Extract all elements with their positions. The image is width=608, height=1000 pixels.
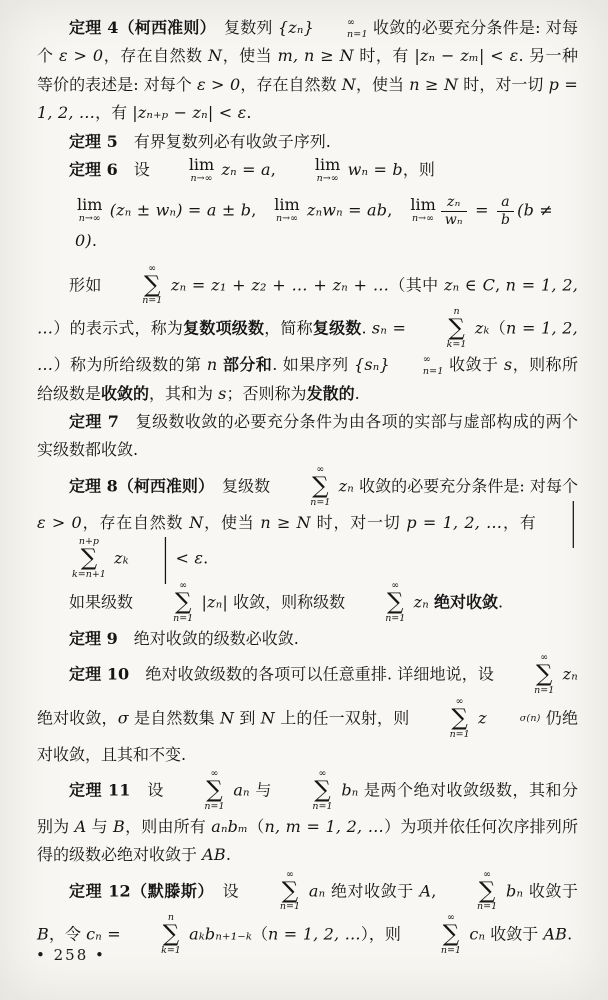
summation-operator (502, 653, 554, 697)
sum-upper-limit: ∞ (285, 868, 294, 880)
text-run: ）为项并依任何次序排列所得的级数必绝对收敛于 (37, 816, 578, 865)
paragraph (37, 408, 578, 465)
text-run: . (225, 845, 231, 865)
superscript: ∞ (422, 354, 431, 366)
math-run: sₙ = (371, 318, 412, 338)
text-run: 收敛于 (443, 355, 504, 375)
summation-operator (248, 870, 300, 914)
text-run: 绝对收敛， (37, 708, 118, 728)
math-run: N (219, 708, 235, 728)
paragraph (37, 870, 578, 957)
math-run: B (37, 924, 49, 944)
math-run: N (208, 46, 223, 66)
fraction-numerator: zₙ (447, 193, 461, 210)
text-run: 收敛，则称级数 (228, 592, 351, 612)
text-run: 绝对收敛级数的各项可以任意重排. 详细地说，设 (129, 664, 500, 684)
math-run: AB (202, 845, 226, 865)
math-run: |zₙ| (196, 592, 228, 612)
math-run: N (341, 74, 356, 94)
fraction-numerator: a (501, 193, 510, 210)
bold-text-run: 定理 4（柯西准则） (69, 18, 208, 37)
sigma-symbol: ∑ (174, 588, 192, 615)
text-run: . (246, 103, 252, 123)
math-run: cₙ = (86, 924, 127, 944)
sigma-symbol: ∑ (448, 315, 465, 342)
math-run: n = 1, 2, … (37, 318, 578, 375)
sum-lower-limit: n=1 (385, 612, 406, 624)
paragraph (37, 769, 578, 870)
text-run: , (270, 160, 281, 180)
display-equation (37, 195, 578, 256)
text-run: 时，有 (353, 46, 415, 66)
text-run: 到 (234, 708, 261, 728)
text-run: ）的表示式，称为 (53, 318, 184, 338)
text-run: 复数列 (207, 18, 278, 37)
bold-text-run: 部分和 (222, 355, 273, 375)
math-run: p = 1, 2, … (406, 512, 503, 532)
summation-operator (445, 870, 497, 914)
text-run: . (203, 548, 209, 568)
sum-upper-limit: ∞ (455, 695, 464, 707)
superscript: ∞ (346, 17, 356, 29)
text-run: ）称为所给级数的第 (53, 355, 207, 375)
math-run: |zₙ₊ₚ − zₙ| < ε (132, 103, 247, 123)
bold-text-run: 定理 8（柯西准则） (69, 476, 206, 496)
bold-text-run: 发散的 (306, 383, 355, 403)
sum-lower-limit: k=1 (161, 945, 181, 957)
math-run: zₙ = a (216, 160, 271, 180)
sum-lower-limit: n=1 (279, 901, 300, 913)
math-run: aₙ (227, 780, 250, 800)
text-run: . 另一种等价的表述是: 对每个 (37, 46, 579, 94)
sigma-symbol: ∑ (206, 776, 223, 803)
limit-subscript: n→∞ (275, 212, 298, 224)
sigma-symbol: ∑ (478, 877, 496, 904)
text-run: ，则 (402, 160, 435, 180)
text-run: 是两个绝对收敛级数，其和分别为 (37, 780, 578, 836)
text-run: , (251, 200, 273, 220)
limit-subscript: n→∞ (190, 172, 213, 184)
text-run: 绝对收敛的级数必收敛. (117, 628, 299, 648)
text-run: ；否则称为 (226, 383, 307, 403)
text-run: 设 (117, 160, 155, 180)
text-run: 有界复数列必有收敛子序列. (117, 131, 331, 151)
math-run: zₙwₙ = ab (301, 200, 388, 220)
page-content (37, 14, 578, 957)
sum-upper-limit: ∞ (318, 768, 327, 780)
math-run: zₙ ∈ C (443, 275, 496, 294)
summation-operator (172, 769, 224, 813)
summation-operator (278, 465, 330, 509)
sum-lower-limit: n=1 (534, 684, 555, 696)
text-run: （ (252, 924, 269, 944)
math-run: ε > 0 (59, 46, 104, 66)
sum-upper-limit: n (453, 306, 460, 318)
paragraph (37, 128, 578, 156)
math-run: z (472, 708, 487, 728)
summation-operator (409, 913, 461, 957)
fraction (441, 195, 467, 227)
sum-upper-limit: n+p (78, 536, 99, 548)
bold-text-run: 复级数 (312, 318, 362, 338)
sum-lower-limit: n=1 (142, 295, 163, 307)
paragraph (37, 581, 578, 625)
paragraph (37, 653, 578, 769)
paragraph (37, 625, 578, 653)
math-run: aₖbₙ₊₁₋ₖ (183, 924, 252, 944)
text-run: ，存在自然数 (103, 46, 209, 66)
math-run: N (260, 708, 275, 728)
text-run: 收敛的必要充分条件是: 对每个 (354, 476, 578, 496)
sum-lower-limit: n=1 (173, 612, 194, 624)
text-run: ，则由所有 (124, 816, 212, 836)
math-run: n ≥ N (409, 74, 459, 94)
text-run: 是自然数集 (128, 708, 220, 728)
math-run: zₖ (108, 548, 129, 568)
sum-upper-limit: ∞ (391, 580, 400, 592)
text-run: 设 (206, 880, 245, 900)
math-run: n = 1, 2, … (268, 924, 361, 944)
vertical-bar: | (162, 529, 169, 585)
math-run: bₙ (335, 780, 359, 800)
bold-text-run: 定理 11 (69, 780, 131, 800)
math-run: A (419, 880, 432, 900)
limit-word: lim (77, 195, 103, 215)
text-run: （ (248, 816, 265, 836)
math-run: {zₙ} (277, 18, 314, 37)
math-run: s (218, 383, 227, 403)
math-run: zₙ (408, 592, 429, 612)
text-run: 绝对收敛于 (325, 880, 420, 900)
text-run: . (567, 924, 573, 944)
text-run: . (498, 592, 504, 612)
sigma-symbol: ∑ (312, 472, 329, 499)
math-run: n = 1, 2, … (37, 275, 579, 338)
text-run: , (431, 880, 443, 900)
fraction-denominator: wₙ (441, 211, 467, 228)
text-run: ，令 (48, 924, 87, 944)
sum-lower-limit: n=1 (204, 800, 225, 812)
fraction-denominator: b (497, 211, 514, 228)
bold-text-run: 定理 12（默滕斯） (69, 880, 207, 900)
limit-word: lim (274, 195, 300, 215)
math-run: ε > 0 (196, 74, 241, 94)
sum-upper-limit: ∞ (179, 580, 188, 592)
text-run: ，使当 (203, 512, 261, 532)
sum-lower-limit: k=1 (446, 339, 467, 351)
text-run: 上的任一双射，则 (274, 708, 415, 728)
bold-text-run: 定理 6 (69, 160, 118, 180)
text-run: ，存在自然数 (240, 74, 342, 94)
text-run: 形如 (69, 275, 108, 294)
text-run: 时，对一切 (310, 512, 407, 532)
limit-subscript: n→∞ (412, 212, 435, 224)
math-run: m, n ≥ N (277, 46, 354, 66)
sigma-symbol: ∑ (536, 661, 553, 688)
limit-operator (283, 154, 341, 185)
bold-text-run: 定理 7 (69, 411, 119, 431)
text-run: 如果级数 (69, 592, 139, 612)
math-run: wₙ = b (342, 160, 403, 180)
text-run: . (361, 318, 372, 338)
subscript: σ(n) (519, 713, 541, 724)
subsup-script (315, 17, 368, 40)
sigma-symbol: ∑ (387, 588, 404, 615)
math-run: AB (543, 924, 568, 944)
paragraph (37, 156, 578, 184)
math-run: |zₙ − zₘ| < ε (414, 46, 519, 66)
sum-upper-limit: ∞ (447, 912, 455, 924)
math-run: aₙbₘ (211, 816, 249, 836)
summation-operator (280, 769, 332, 813)
paragraph (37, 463, 578, 585)
math-run: = (469, 200, 494, 220)
math-run: A (74, 816, 87, 836)
sigma-symbol: ∑ (80, 545, 98, 572)
text-run: ，有 (95, 103, 133, 123)
text-run: 收敛的必要充分条件是: 对每个 (37, 18, 578, 66)
math-run: B (113, 816, 125, 836)
text-run: 收敛于 (485, 924, 544, 944)
text-run: . 如果序列 (272, 355, 354, 375)
subscript: n=1 (422, 365, 444, 377)
text-run: 时，对一切 (458, 74, 549, 94)
sum-upper-limit: ∞ (483, 868, 492, 880)
page-number: • 258 • (36, 946, 106, 964)
fraction (497, 195, 514, 227)
sigma-symbol: ∑ (451, 704, 468, 731)
text-run: ，则称所给级数是 (37, 355, 578, 403)
math-run: zₙ = z₁ + z₂ + … + zₙ + … (165, 275, 390, 294)
text-run: ，使当 (222, 46, 278, 66)
subsup-script (391, 354, 444, 377)
text-run: 收敛于 (523, 880, 578, 900)
text-run: ，使当 (355, 74, 410, 94)
text-run: , (495, 275, 506, 294)
text-run: ，有 (502, 512, 537, 532)
text-run: . (91, 231, 97, 251)
summation-operator (415, 307, 467, 351)
text-run: 与 (86, 816, 114, 836)
summation-operator (110, 264, 162, 308)
text-run: （ (489, 318, 507, 338)
paragraph (37, 14, 578, 128)
math-run: (b ≠ 0) (75, 200, 553, 251)
sigma-symbol: ∑ (162, 921, 180, 948)
sigma-symbol: ∑ (442, 921, 460, 948)
sum-lower-limit: n=1 (449, 728, 470, 740)
math-run: zₖ (469, 318, 490, 338)
summation-operator (418, 697, 470, 741)
math-run: s (503, 355, 513, 375)
sigma-symbol: ∑ (314, 776, 331, 803)
sum-upper-limit: n (167, 912, 175, 924)
text-run: ），则 (360, 924, 406, 944)
sum-lower-limit: n=1 (312, 800, 333, 812)
limit-word: lim (188, 154, 215, 174)
sum-lower-limit: n=1 (310, 496, 331, 508)
text-run: ，存在自然数 (81, 512, 190, 532)
text-run: 与 (249, 780, 278, 800)
limit-word: lim (314, 154, 341, 174)
math-run: ε > 0 (37, 512, 82, 532)
math-run: bₙ (500, 880, 524, 900)
text-run: 复级数 (206, 476, 276, 496)
limit-operator (77, 197, 102, 225)
limit-operator (410, 197, 435, 225)
subsup-script (488, 713, 541, 724)
summation-operator (40, 537, 106, 581)
math-run: n (206, 355, 218, 375)
bold-text-run: 定理 10 (69, 664, 130, 684)
math-run: n ≥ N (260, 512, 311, 532)
limit-subscript: n→∞ (78, 212, 101, 224)
text-run: （其中 (389, 275, 444, 294)
math-run: σ (117, 708, 129, 728)
sum-upper-limit: ∞ (316, 463, 325, 475)
limit-subscript: n→∞ (316, 172, 339, 184)
sum-upper-limit: ∞ (210, 768, 219, 780)
limit-word: lim (410, 195, 436, 215)
text-run: . (354, 383, 360, 403)
paragraph (37, 264, 578, 408)
limit-operator (274, 197, 299, 225)
text-run: ，简称 (264, 318, 313, 338)
text-run: 仍绝对收敛，且其和不变. (37, 708, 578, 764)
vertical-bar: | (570, 493, 576, 549)
math-run: {sₙ} (354, 355, 390, 375)
math-run: N (189, 512, 204, 532)
limit-operator (157, 154, 215, 185)
summation-operator (129, 913, 181, 957)
text-run: , (387, 200, 409, 220)
sum-lower-limit: n=1 (440, 945, 462, 957)
text-run: 设 (130, 780, 170, 800)
sum-upper-limit: ∞ (540, 652, 549, 664)
bold-text-run: 收敛的 (101, 383, 150, 403)
sum-upper-limit: ∞ (148, 262, 157, 274)
sum-lower-limit: k=n+1 (72, 569, 106, 581)
math-run: p = 1, 2, … (37, 74, 578, 123)
sigma-symbol: ∑ (144, 271, 161, 298)
bold-text-run: 定理 9 (69, 628, 118, 648)
bold-text-run: 定理 5 (69, 131, 118, 151)
subscript: n=1 (346, 28, 368, 40)
bold-text-run: 复数项级数 (183, 318, 265, 338)
math-run: < ε (170, 548, 204, 568)
summation-operator (353, 581, 405, 625)
math-run: zₙ (557, 664, 578, 684)
math-run: zₙ (333, 476, 354, 496)
sum-lower-limit: n=1 (477, 901, 498, 913)
math-run: n, m = 1, 2, … (264, 816, 384, 836)
math-run: cₙ (464, 924, 486, 944)
math-run: (zₙ ± wₙ) = a ± b (104, 200, 252, 220)
bold-text-run: 绝对收敛 (434, 592, 499, 612)
sigma-symbol: ∑ (281, 877, 299, 904)
text-run: ，其和为 (149, 383, 219, 403)
math-run: aₙ (303, 880, 326, 900)
text-run: 复级数收敛的必要充分条件为由各项的实部与虚部构成的两个实级数都收敛. (37, 411, 578, 460)
